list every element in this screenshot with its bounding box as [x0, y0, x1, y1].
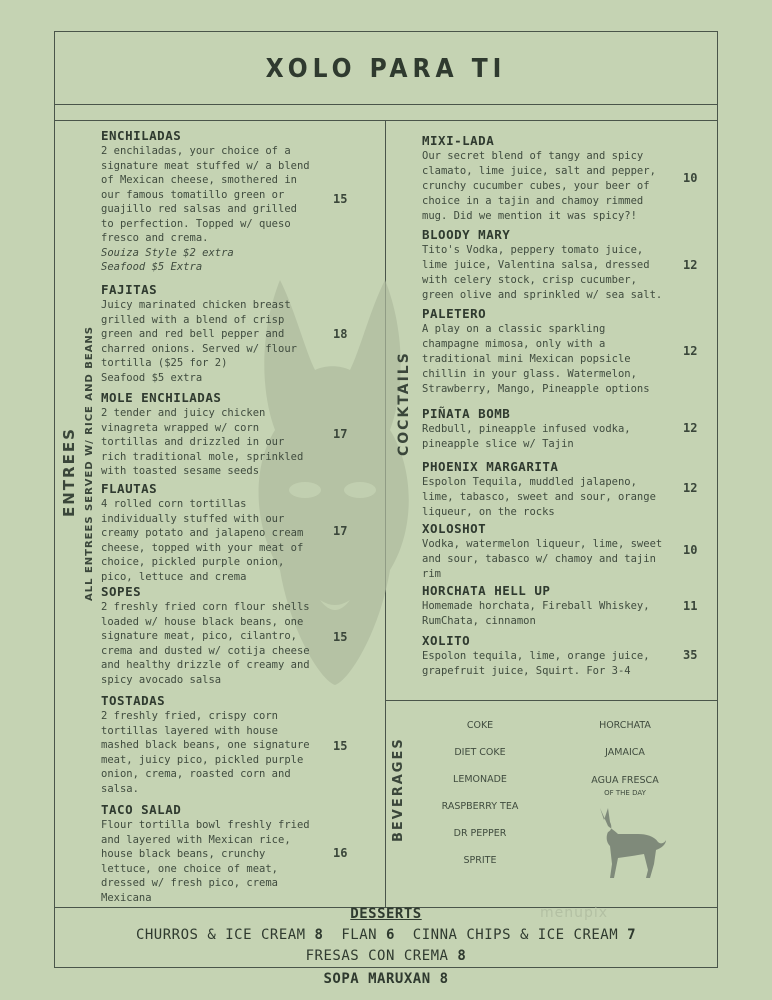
entree-note: Souiza Style $2 extra [101, 246, 234, 259]
cocktail-name: XOLOSHOT [422, 521, 487, 536]
cocktail-desc: Espolon Tequila, muddled jalapeno, lime, tabasco, sweet and sour, orange liqueur, on the rocks [422, 476, 656, 518]
xolo-dog-icon [592, 806, 668, 880]
beverage-item: LEMONADE [453, 774, 507, 785]
cocktail-price: 10 [683, 543, 698, 557]
entree-price: 15 [333, 739, 348, 753]
cocktail-paletero [422, 306, 682, 397]
entree-name: TOSTADAS [101, 693, 166, 708]
cocktail-phoenix-margarita [422, 459, 682, 520]
cocktail-bloody-mary [422, 227, 682, 303]
desserts-title: DESSERTS [350, 906, 422, 922]
entree-desc: Flour tortilla bowl freshly fried and layered with Mexican rice, house black beans, crunchy lettuce, one choice of meat, dressed w/ fresh pico, crema Mexicana [101, 819, 310, 904]
desserts-line-3 [54, 971, 718, 987]
cocktail-desc: Tito's Vodka, peppery tomato juice, lime juice, Valentina salsa, dressed with celery stock, crisp cucumber, green olive and sprinkled w/ sea salt. [422, 244, 663, 301]
dessert-name: FLAN [341, 927, 378, 943]
dessert-price: 8 [439, 971, 449, 987]
cocktail-price: 12 [683, 258, 698, 272]
cocktail-xoloshot [422, 521, 682, 582]
entree-desc: 2 enchiladas, your choice of a signature meat stuffed w/ a blend of Mexican cheese, smothered in our famous tomatillo green or guajillo red salsas and grilled to perfection. Topped w/ queso fresco and crema. [101, 145, 310, 244]
beverage-item-sub: OF THE DAY [604, 789, 646, 797]
cocktail-price: 35 [683, 648, 698, 662]
entree-desc: 2 tender and juicy chicken vinagreta wrapped w/ corn tortillas and drizzled in our rich traditional mole, sprinkled with toasted sesame seeds [101, 407, 304, 477]
entree-price: 18 [333, 327, 348, 341]
entree-taco-salad [101, 802, 331, 905]
title-divider-top [54, 104, 718, 105]
cocktail-pinata-bomb [422, 406, 682, 452]
beverage-item: JAMAICA [605, 747, 645, 758]
dessert-name: FRESAS CON CREMA [305, 948, 449, 964]
entree-price: 15 [333, 630, 348, 644]
dessert-name: CHURROS & ICE CREAM [135, 927, 306, 943]
entree-mole-enchiladas [101, 390, 331, 479]
cocktail-name: MIXI-LADA [422, 133, 495, 148]
dessert-price: 8 [457, 948, 467, 964]
cocktail-xolito [422, 633, 682, 679]
entree-name: FLAUTAS [101, 481, 158, 496]
desserts-line-2 [54, 948, 718, 964]
beverages-section-label: BEVERAGES [391, 737, 406, 842]
beverage-item: AGUA FRESCA [591, 775, 659, 786]
cocktail-desc: Homemade horchata, Fireball Whiskey, RumChata, cinnamon [422, 600, 650, 627]
cocktail-price: 12 [683, 481, 698, 495]
entree-name: ENCHILADAS [101, 128, 182, 143]
entree-fajitas [101, 282, 331, 385]
entree-flautas [101, 481, 331, 584]
cocktail-desc: Redbull, pineapple infused vodka, pineapple slice w/ Tajin [422, 423, 631, 450]
cocktail-desc: Our secret blend of tangy and spicy clamato, lime juice, salt and pepper, crunchy cucumber cubes, your beer of choice in a tajin and chamoy rimmed mug. Did we mention it was spicy?! [422, 150, 656, 222]
cocktail-price: 12 [683, 344, 698, 358]
cocktail-name: XOLITO [422, 633, 471, 648]
entree-desc: 2 freshly fried corn flour shells loaded w/ house black beans, one signature meat, pico, cilantro, crema and dusted w/ cotija cheese and healthy drizzle of creamy and spicy avocado salsa [101, 601, 310, 686]
cocktail-name: PALETERO [422, 306, 487, 321]
cocktail-mixi-lada [422, 133, 682, 224]
cocktail-price: 11 [683, 599, 698, 613]
cocktail-desc: Espolon tequila, lime, orange juice, grapefruit juice, Squirt. For 3-4 [422, 650, 650, 677]
entree-price: 17 [333, 524, 348, 538]
cocktail-desc: A play on a classic sparkling champagne mimosa, only with a traditional mini Mexican popsicle chillin in your glass. Watermelon, Strawberry, Mango, Pineapple options [422, 323, 650, 395]
cocktail-name: PIÑATA BOMB [422, 406, 511, 421]
entree-price: 17 [333, 427, 348, 441]
cocktail-horchata-hell-up [422, 583, 682, 629]
beverage-item: SPRITE [463, 855, 497, 866]
entree-desc: 4 rolled corn tortillas individually stuffed with our creamy potato and jalapeno cream cheese, topped with your meat of choice, pickled purple onion, pico, lettuce and crema [101, 498, 304, 583]
entree-note: Seafood $5 Extra [101, 261, 203, 273]
entree-desc: 2 freshly fried, crispy corn tortillas layered with house mashed black beans, one signature meat, juicy pico, pickled purple onion, crema, roasted corn and salsa. [101, 710, 310, 795]
restaurant-title: XOLO PARA TI [265, 54, 507, 84]
cocktail-price: 10 [683, 171, 698, 185]
desserts-line-1 [54, 927, 718, 943]
entree-tostadas [101, 693, 331, 796]
entree-name: SOPES [101, 584, 142, 599]
beverage-item: DIET COKE [454, 747, 506, 758]
entree-price: 16 [333, 846, 348, 860]
cocktails-section-label: COCKTAILS [396, 351, 412, 456]
cocktail-name: PHOENIX MARGARITA [422, 459, 559, 474]
entree-price: 15 [333, 192, 348, 206]
cocktail-beverage-divider [385, 700, 718, 701]
desserts-divider-bottom [54, 967, 718, 968]
menupix-watermark: menupix [540, 905, 609, 921]
entree-enchiladas [101, 128, 331, 275]
beverage-item: HORCHATA [599, 720, 651, 731]
beverage-item: COKE [466, 720, 494, 731]
cocktail-price: 12 [683, 421, 698, 435]
cocktail-desc: Vodka, watermelon liqueur, lime, sweet and sour, tabasco w/ chamoy and tajin rim [422, 538, 663, 580]
dessert-name: SOPA MARUXAN [323, 971, 431, 987]
entree-sopes [101, 584, 331, 687]
entrees-sub-label: ALL ENTREES SERVED W/ RICE AND BEANS [84, 325, 95, 601]
dessert-price: 7 [627, 927, 637, 943]
beverage-item: RASPBERRY TEA [441, 801, 519, 812]
entree-name: FAJITAS [101, 282, 158, 297]
dessert-price: 6 [386, 927, 395, 943]
entrees-section-label: ENTREES [60, 427, 78, 517]
dessert-name: CINNA CHIPS & ICE CREAM [412, 927, 619, 943]
cocktail-name: HORCHATA HELL UP [422, 583, 551, 598]
entree-name: MOLE ENCHILADAS [101, 390, 222, 405]
title-divider-bottom [54, 120, 718, 121]
dessert-price: 8 [314, 927, 324, 943]
beverage-item: DR PEPPER [453, 828, 507, 839]
entree-name: TACO SALAD [101, 802, 182, 817]
entree-desc: Juicy marinated chicken breast grilled with a blend of crisp green and red bell pepper and charred onions. Served w/ flour tortilla ($25 for 2) Seafood $5 extra [101, 299, 297, 384]
cocktail-name: BLOODY MARY [422, 227, 511, 242]
